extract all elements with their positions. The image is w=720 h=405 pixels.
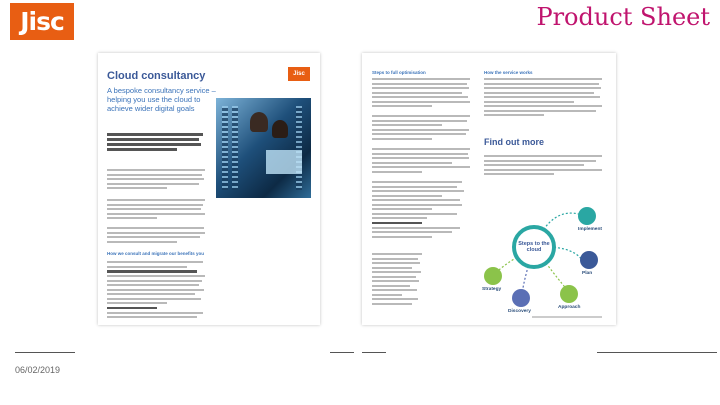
implement-icon [578, 207, 596, 225]
steps-diagram [482, 185, 610, 317]
plan-icon [580, 251, 598, 269]
strategy-icon [484, 267, 502, 285]
slide-title: Product Sheet [536, 3, 710, 31]
p2-contact-text [484, 155, 604, 178]
steps-center: Steps to the cloud [512, 225, 556, 269]
footer-rule-mid-a [330, 352, 354, 353]
page-footer [532, 316, 602, 318]
p2-text-2 [372, 115, 472, 142]
p2-text-3 [372, 148, 472, 175]
footer-rule-left [15, 352, 75, 353]
p2-text-1 [372, 78, 472, 110]
body-text-2 [107, 199, 207, 222]
step-strategy: Strategy [482, 287, 502, 292]
body-text-1 [107, 169, 207, 192]
p2-text-4 [372, 253, 422, 307]
footer-rule-right [597, 352, 717, 353]
footer-rule-mid-b [362, 352, 386, 353]
find-out-more-heading: Find out more [484, 137, 544, 147]
p2-bullets [372, 181, 432, 240]
doc-title: Cloud consultancy [107, 70, 206, 82]
body-text-3 [107, 227, 207, 245]
col2-heading: How the service works [484, 70, 533, 75]
doc-subtitle: A bespoke consultancy service – helping you use the cloud to achieve wider digital goals [107, 86, 216, 114]
discovery-icon [512, 289, 530, 307]
step-discovery: Discovery [508, 309, 531, 314]
jisc-logo: Jisc [10, 3, 74, 40]
doc-logo: Jisc [288, 67, 310, 81]
p2-right-text [484, 78, 604, 119]
approach-icon [560, 285, 578, 303]
step-plan: Plan [582, 271, 593, 276]
document-page-1 [98, 53, 320, 325]
slide-date: 06/02/2019 [15, 365, 61, 375]
step-approach: Approach [558, 305, 581, 310]
document-page-2 [362, 53, 616, 325]
server-room-photo [216, 98, 311, 198]
benefits-heading: How we consult and migrate our benefits you [107, 251, 205, 256]
col1-heading: Steps to full optimisation [372, 70, 426, 75]
body-text-4 [107, 261, 207, 321]
step-implement: Implement [578, 227, 602, 232]
intro-text [107, 133, 207, 153]
